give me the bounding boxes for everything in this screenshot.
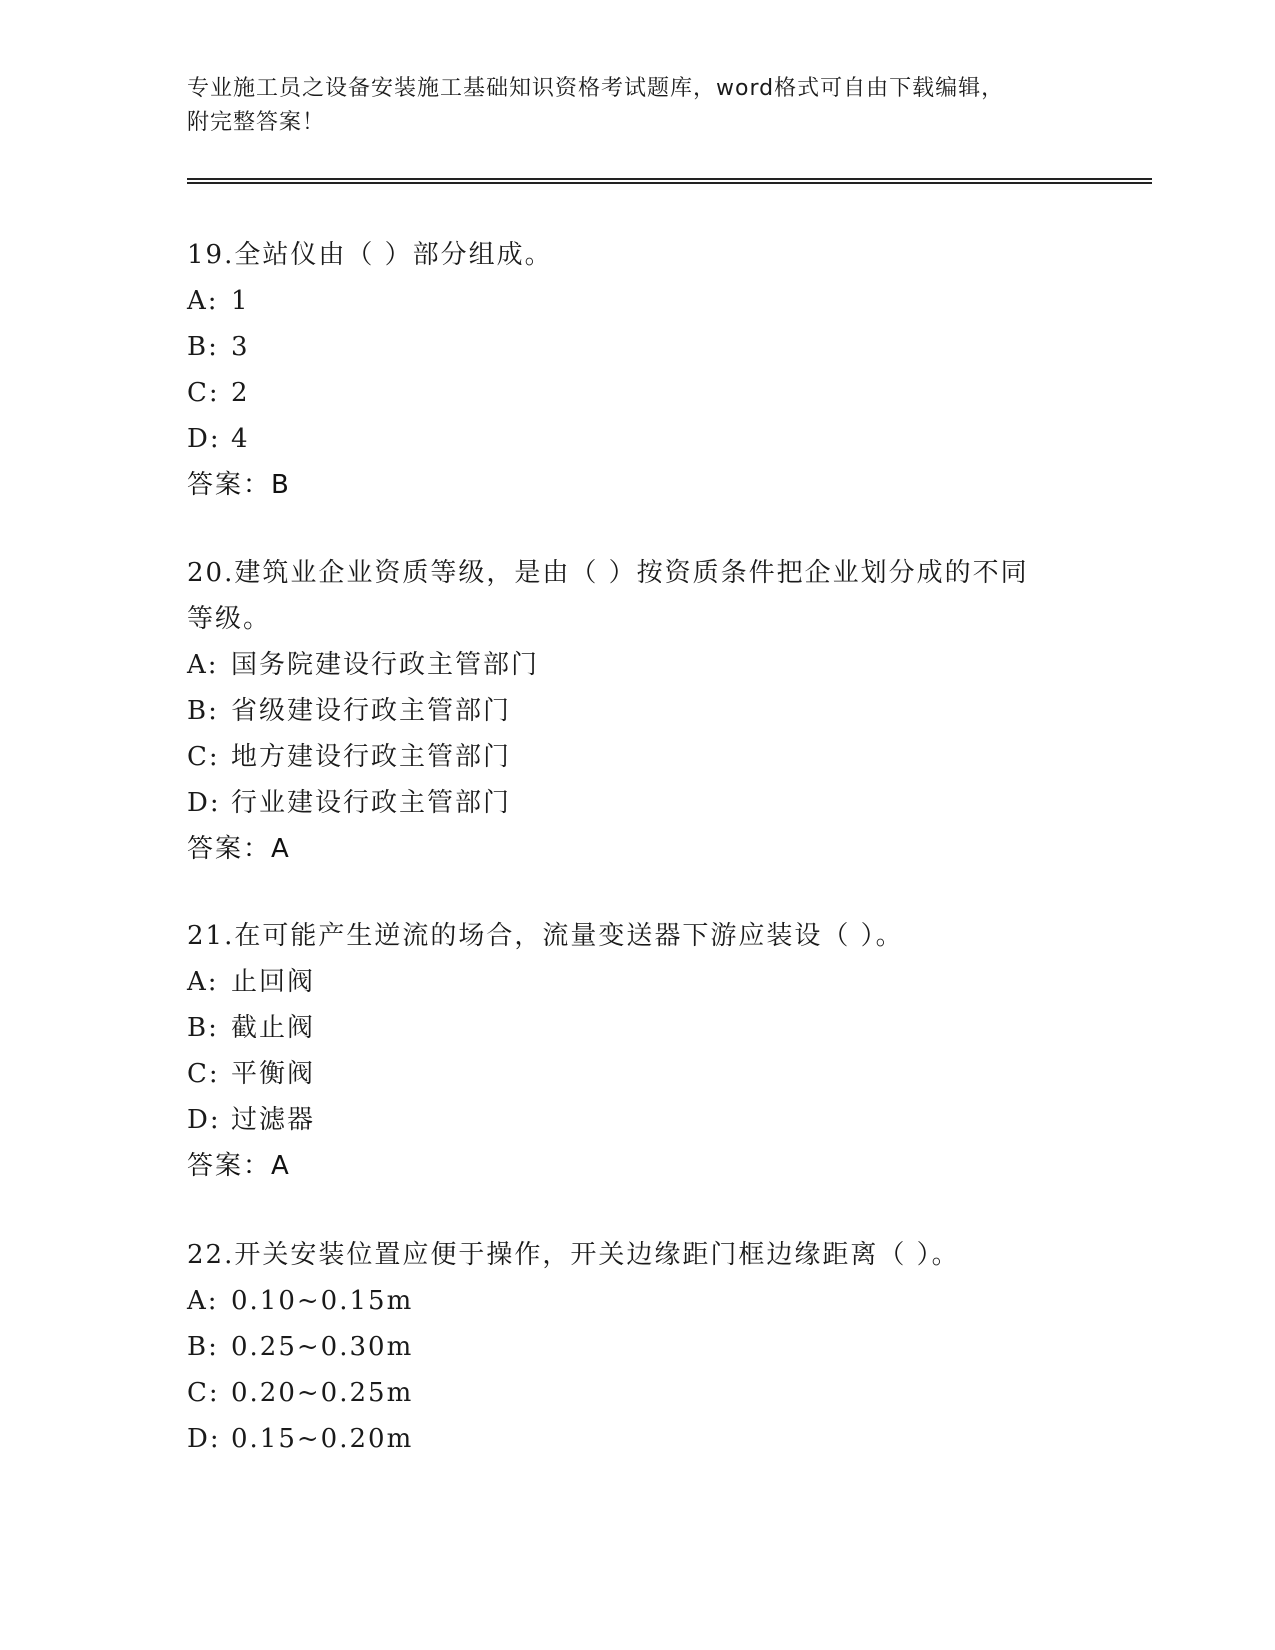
option-c [187, 370, 1087, 416]
option-letter: D: [187, 1105, 221, 1135]
option-text: 省级建设行政主管部门 [231, 696, 512, 726]
option-b [187, 688, 1087, 734]
question-20 [187, 550, 1087, 872]
option-d [187, 1416, 1087, 1462]
option-a [187, 1278, 1087, 1324]
option-text: 2 [231, 378, 250, 408]
option-b [187, 1005, 1087, 1051]
option-b [187, 1324, 1087, 1370]
option-c [187, 1051, 1087, 1097]
answer-line: 答案：B [187, 470, 291, 500]
option-a [187, 278, 1087, 324]
option-c [187, 1370, 1087, 1416]
option-text: 0.15~0.20m [231, 1424, 414, 1454]
option-letter: A: [187, 286, 219, 316]
option-d [187, 1097, 1087, 1143]
header-double-rule [187, 178, 1152, 184]
option-letter: C: [187, 1059, 220, 1089]
option-text: 0.10~0.15m [231, 1286, 414, 1316]
header-title-line-2: 附完整答案！ [187, 110, 326, 135]
option-b [187, 324, 1087, 370]
option-letter: D: [187, 788, 221, 818]
option-text: 0.20~0.25m [231, 1378, 414, 1408]
option-text: 平衡阀 [231, 1059, 316, 1089]
question-stem: 22.开关安装位置应便于操作，开关边缘距门框边缘距离（ ）。 [187, 1240, 960, 1270]
option-letter: C: [187, 378, 220, 408]
option-letter: B: [187, 696, 219, 726]
question-stem-continued: 等级。 [187, 604, 272, 634]
option-text: 1 [231, 286, 250, 316]
option-letter: D: [187, 424, 221, 454]
question-stem: 21.在可能产生逆流的场合，流量变送器下游应装设（ ）。 [187, 921, 904, 951]
question-19 [187, 232, 1087, 508]
question-22 [187, 1232, 1087, 1462]
option-text: 4 [231, 424, 250, 454]
option-text: 国务院建设行政主管部门 [231, 650, 540, 680]
answer-line: 答案：A [187, 1151, 291, 1181]
option-letter: C: [187, 742, 220, 772]
question-stem: 20.建筑业企业资质等级，是由（ ）按资质条件把企业划分成的不同 [187, 558, 1029, 588]
question-21 [187, 913, 1087, 1189]
option-letter: A: [187, 650, 219, 680]
answer-line: 答案：A [187, 834, 291, 864]
option-letter: A: [187, 1286, 219, 1316]
option-letter: C: [187, 1378, 220, 1408]
option-a [187, 642, 1087, 688]
option-c [187, 734, 1087, 780]
option-text: 0.25~0.30m [231, 1332, 414, 1362]
option-letter: D: [187, 1424, 221, 1454]
option-text: 截止阀 [231, 1013, 316, 1043]
option-text: 过滤器 [231, 1105, 316, 1135]
option-letter: B: [187, 1013, 219, 1043]
question-stem: 19.全站仪由（ ）部分组成。 [187, 240, 553, 270]
option-text: 地方建设行政主管部门 [231, 742, 512, 772]
option-letter: A: [187, 967, 219, 997]
option-a [187, 959, 1087, 1005]
document-header [187, 72, 1067, 140]
option-text: 3 [231, 332, 250, 362]
option-text: 止回阀 [231, 967, 316, 997]
option-d [187, 416, 1087, 462]
option-letter: B: [187, 332, 219, 362]
option-text: 行业建设行政主管部门 [231, 788, 512, 818]
option-letter: B: [187, 1332, 219, 1362]
option-d [187, 780, 1087, 826]
header-title-line-1: 专业施工员之设备安装施工基础知识资格考试题库，word格式可自由下载编辑， [187, 76, 1005, 101]
